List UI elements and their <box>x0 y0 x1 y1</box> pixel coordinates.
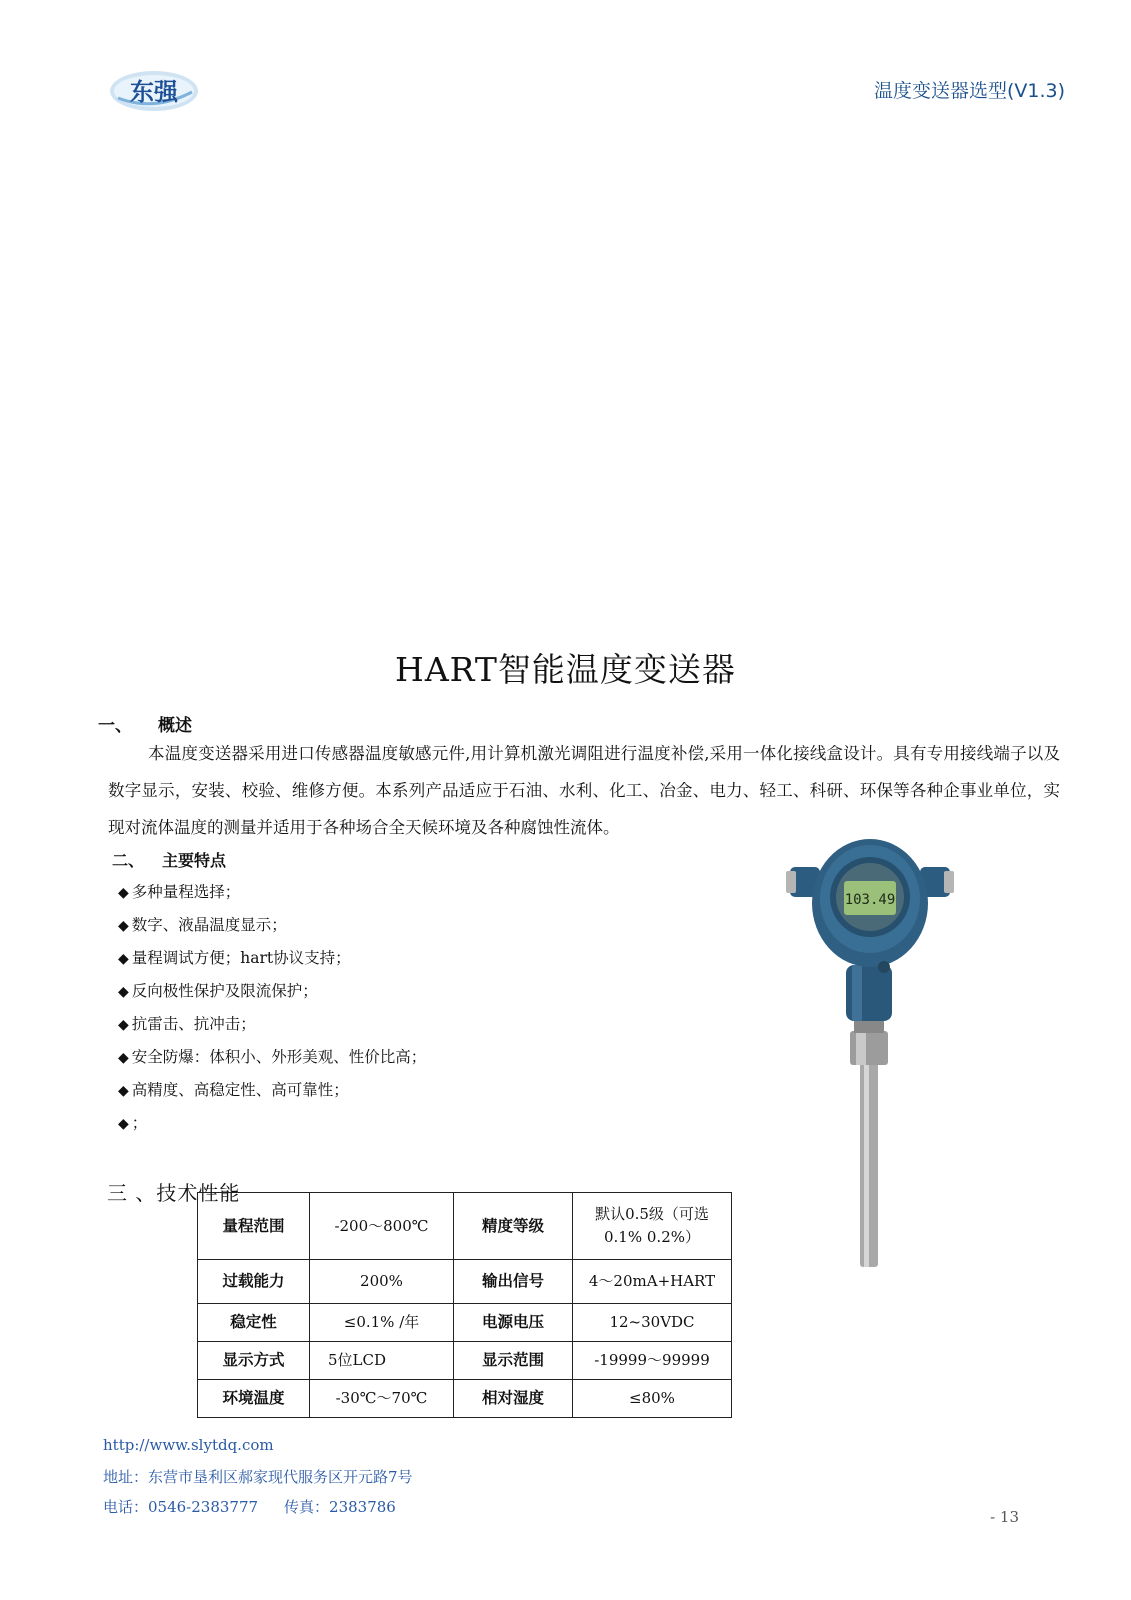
section-3-heading: 三 、技术性能 <box>107 1181 241 1205</box>
table-cell: 4～20mA+HART <box>573 1260 732 1304</box>
bullet-icon: ◆ <box>118 885 129 901</box>
table-cell: 200% <box>310 1260 454 1304</box>
section-1-number: 一、 <box>98 716 132 736</box>
table-cell: -30℃～70℃ <box>310 1380 454 1418</box>
feature-text: 数字、液晶温度显示； <box>131 916 287 934</box>
feature-item <box>118 909 426 942</box>
feature-text: ； <box>131 1114 148 1132</box>
table-cell: 环境温度 <box>198 1380 310 1418</box>
table-cell: 12~30VDC <box>573 1304 732 1342</box>
feature-item <box>118 1008 426 1041</box>
section-1-heading <box>98 711 192 736</box>
table-row <box>198 1380 732 1418</box>
table-cell: 显示方式 <box>198 1342 310 1380</box>
feature-list <box>118 876 426 1140</box>
footer-address: 地址：东营市垦利区郝家现代服务区开元路7号 <box>103 1468 413 1486</box>
table-cell: 稳定性 <box>198 1304 310 1342</box>
page-number: - 13 <box>990 1508 1019 1526</box>
table-cell: 电源电压 <box>454 1304 573 1342</box>
bullet-icon: ◆ <box>118 984 129 1000</box>
footer-contact <box>103 1496 396 1517</box>
logo-text: 东强 <box>130 78 178 106</box>
feature-item <box>118 1107 426 1140</box>
table-cell: ≤80% <box>573 1380 732 1418</box>
bullet-icon: ◆ <box>118 1083 129 1099</box>
feature-item <box>118 876 426 909</box>
table-row <box>198 1304 732 1342</box>
table-cell: 5位LCD <box>310 1342 454 1380</box>
bullet-icon: ◆ <box>118 1050 129 1066</box>
bullet-icon: ◆ <box>118 1116 129 1132</box>
feature-text: 安全防爆：体积小、外形美观、性价比高； <box>131 1048 427 1066</box>
section-1-paragraph: 本温度变送器采用进口传感器温度敏感元件,用计算机激光调阻进行温度补偿,采用一体化接线盒设计。具有专用接线端子以及数字显示，安装、校验、维修方便。本系列产品适应于石油、水利、化工、冶金、电力、轻工、科研、环保等各种企事业单位，实现对流体温度的测量并适用于各种场合全天候环境及各种腐蚀性流体。 <box>108 744 1060 837</box>
feature-text: 反向极性保护及限流保护； <box>131 982 318 1000</box>
section-2-number: 二、 <box>112 851 145 870</box>
footer-fax: 传真：2383786 <box>284 1498 396 1516</box>
bullet-icon: ◆ <box>118 951 129 967</box>
table-cell: 精度等级 <box>454 1193 573 1260</box>
table-row <box>198 1342 732 1380</box>
table-cell: 默认0.5级（可选 0.1% 0.2%） <box>573 1193 732 1260</box>
table-cell: 输出信号 <box>454 1260 573 1304</box>
feature-item <box>118 975 426 1008</box>
bullet-icon: ◆ <box>118 1017 129 1033</box>
feature-text: 量程调试方便；hart协议支持； <box>131 949 351 967</box>
table-cell: -19999～99999 <box>573 1342 732 1380</box>
feature-item <box>118 1074 426 1107</box>
footer-website-link[interactable]: http://www.slytdq.com <box>103 1436 274 1454</box>
table-row <box>198 1193 732 1260</box>
bullet-icon: ◆ <box>118 918 129 934</box>
section-2-heading <box>112 848 226 871</box>
section-2-title: 主要特点 <box>162 851 227 870</box>
feature-item <box>118 1041 426 1074</box>
lcd-reading: 103.49 <box>844 892 896 908</box>
table-cell: 显示范围 <box>454 1342 573 1380</box>
feature-text: 多种量程选择； <box>131 883 241 901</box>
spec-table <box>197 1192 732 1418</box>
page-title: HART智能温度变送器 <box>395 650 736 689</box>
feature-item <box>118 942 426 975</box>
table-cell: -200～800℃ <box>310 1193 454 1260</box>
table-row <box>198 1260 732 1304</box>
section-1-title: 概述 <box>158 716 192 736</box>
footer-phone: 电话：0546-2383777 <box>103 1498 259 1516</box>
table-cell: 相对湿度 <box>454 1380 573 1418</box>
company-logo <box>108 68 200 114</box>
feature-text: 高精度、高稳定性、高可靠性； <box>131 1081 349 1099</box>
table-cell: 过载能力 <box>198 1260 310 1304</box>
document-title: 温度变送器选型(V1.3) <box>873 80 1065 102</box>
transmitter-product-image <box>780 835 960 1275</box>
table-cell: ≤0.1% /年 <box>310 1304 454 1342</box>
table-cell: 量程范围 <box>198 1193 310 1260</box>
feature-text: 抗雷击、抗冲击； <box>131 1015 256 1033</box>
